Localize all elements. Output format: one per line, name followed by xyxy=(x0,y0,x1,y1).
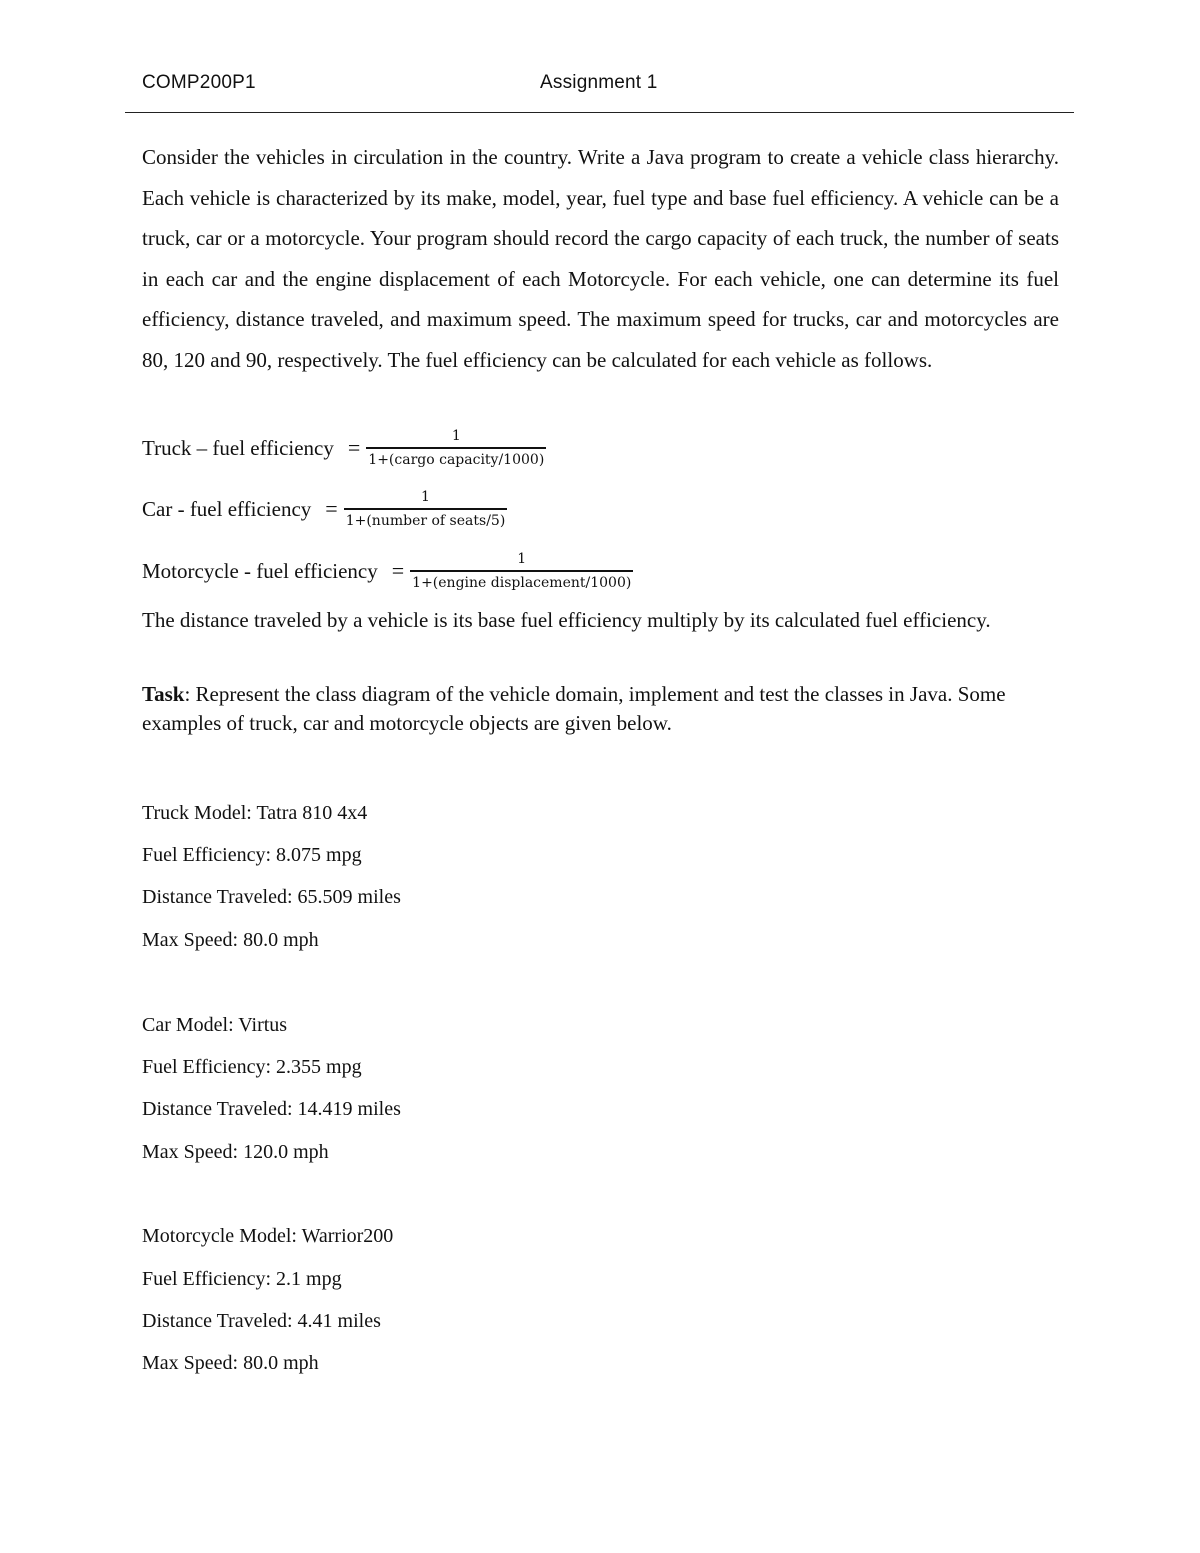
car-fuel-efficiency: Fuel Efficiency: 2.355 mpg xyxy=(142,1056,362,1078)
motorcycle-fuel-efficiency: Fuel Efficiency: 2.1 mpg xyxy=(142,1268,342,1290)
motorcycle-max-speed: Max Speed: 80.0 mph xyxy=(142,1352,319,1374)
car-distance-traveled: Distance Traveled: 14.419 miles xyxy=(142,1098,401,1120)
header-course-code: COMP200P1 xyxy=(142,72,256,93)
motorcycle-formula-denominator: 1+(engine displacement/1000) xyxy=(410,570,633,592)
motorcycle-formula-fraction xyxy=(410,550,633,592)
truck-formula-denominator: 1+(cargo capacity/1000) xyxy=(366,447,546,469)
car-model: Car Model: Virtus xyxy=(142,1014,288,1036)
car-formula-numerator: 1 xyxy=(421,489,430,505)
truck-formula xyxy=(142,423,546,473)
car-formula xyxy=(142,484,507,534)
task-paragraph xyxy=(142,680,1059,738)
car-max-speed: Max Speed: 120.0 mph xyxy=(142,1141,329,1163)
car-formula-denominator: 1+(number of seats/5) xyxy=(344,508,508,530)
motorcycle-model: Motorcycle Model: Warrior200 xyxy=(142,1225,394,1247)
header-divider xyxy=(125,112,1074,113)
motorcycle-distance-traveled: Distance Traveled: 4.41 miles xyxy=(142,1310,381,1332)
page-header xyxy=(0,0,1200,120)
truck-model: Truck Model: Tatra 810 4x4 xyxy=(142,802,368,824)
motorcycle-formula-label: Motorcycle - fuel efficiency xyxy=(142,558,378,583)
truck-max-speed: Max Speed: 80.0 mph xyxy=(142,929,319,951)
task-label: Task xyxy=(142,682,185,706)
truck-formula-numerator: 1 xyxy=(451,428,461,444)
car-formula-label: Car - fuel efficiency xyxy=(142,496,312,521)
task-text: : Represent the class diagram of the vehicle domain, implement and test the classes in Java. Some examples of truck, car and motorcycle objects are given below. xyxy=(142,682,1006,735)
motorcycle-formula-equals: = xyxy=(391,558,405,583)
car-formula-fraction xyxy=(344,488,508,530)
car-formula-equals: = xyxy=(325,496,338,521)
truck-formula-equals: = xyxy=(347,435,361,460)
motorcycle-formula xyxy=(142,546,633,596)
truck-formula-fraction xyxy=(366,427,546,469)
truck-fuel-efficiency: Fuel Efficiency: 8.075 mpg xyxy=(142,844,362,866)
truck-formula-label: Truck – fuel efficiency xyxy=(142,435,334,460)
distance-paragraph: The distance traveled by a vehicle is its base fuel efficiency multiply by its calculated fuel efficiency. xyxy=(142,608,991,632)
motorcycle-formula-numerator: 1 xyxy=(517,551,527,567)
truck-distance-traveled: Distance Traveled: 65.509 miles xyxy=(142,886,401,908)
intro-paragraph: Consider the vehicles in circulation in the country. Write a Java program to create a vehicle class hierarchy. Each vehicle is characterized by its make, model, year, fuel type and base fuel efficiency. A vehicle can be a truck, car or a motorcycle. Your program should record the cargo capacity of each truck, the number of seats in each car and the engine displacement of each Motorcycle. For each vehicle, one can determine its fuel efficiency, distance traveled, and maximum speed. The maximum speed for trucks, car and motorcycles are 80, 120 and 90, respectively. The fuel efficiency can be calculated for each vehicle as follows. xyxy=(142,145,1059,372)
header-title: Assignment 1 xyxy=(540,72,658,93)
